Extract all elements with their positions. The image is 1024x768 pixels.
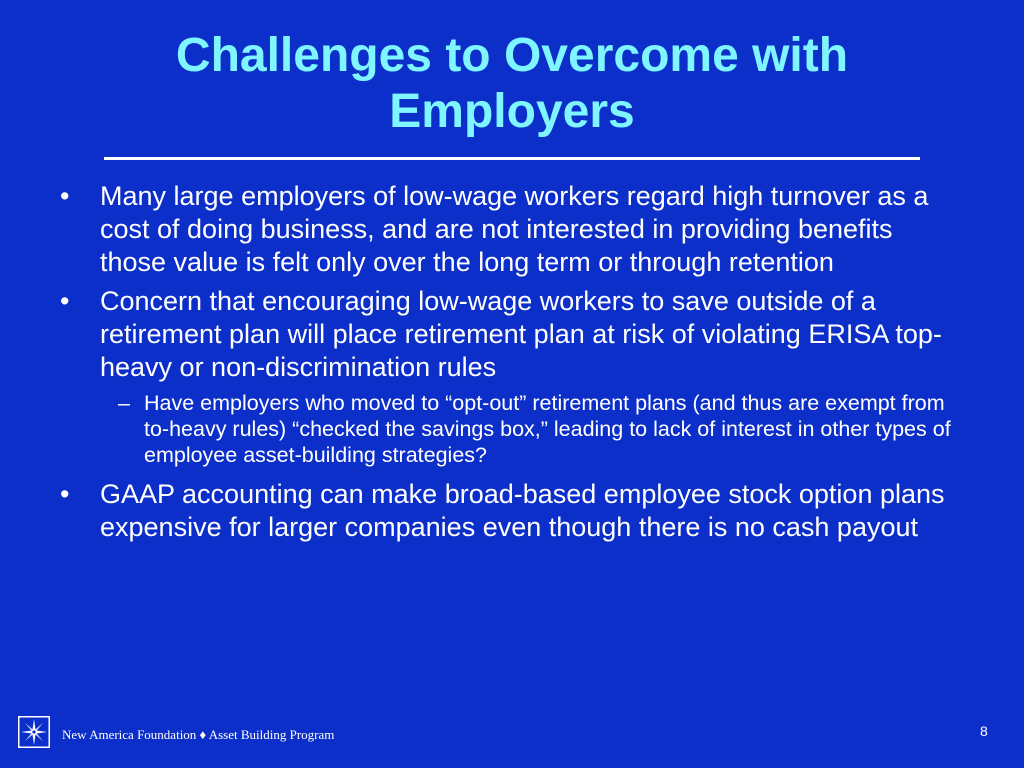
bullet-marker: • bbox=[60, 181, 70, 211]
sub-bullet-text: Have employers who moved to “opt-out” retirement plans (and thus are exempt from to-heavy rules) “checked the savings box,” leading to lack of interest in other types of employee asset-building strategies? bbox=[144, 391, 951, 467]
footer-organization: New America Foundation ♦ Asset Building Program bbox=[62, 727, 335, 742]
slide-title: Challenges to Overcome with Employers bbox=[175, 29, 849, 138]
bullet-item-2 bbox=[60, 285, 960, 384]
star-compass-icon bbox=[18, 716, 50, 748]
sub-bullet-marker: – bbox=[118, 391, 130, 415]
bullet-marker: • bbox=[60, 286, 70, 316]
page-number: 8 bbox=[980, 723, 988, 739]
bullet-item-3 bbox=[60, 478, 960, 544]
bullet-text: Concern that encouraging low-wage workers to save outside of a retirement plan will place retirement plan at risk of violating ERISA top-heavy or non-discrimination rules bbox=[100, 286, 942, 382]
title-underline bbox=[104, 157, 920, 160]
bullet-text: Many large employers of low-wage workers regard high turnover as a cost of doing business, and are not interested in providing benefits those value is felt only over the long term or through retention bbox=[100, 181, 929, 277]
bullet-item-1 bbox=[60, 180, 960, 279]
bullet-list bbox=[60, 180, 960, 550]
bullet-text: GAAP accounting can make broad-based employee stock option plans expensive for larger companies even though there is no cash payout bbox=[100, 479, 945, 542]
sub-bullet-item bbox=[118, 390, 954, 468]
bullet-marker: • bbox=[60, 479, 70, 509]
